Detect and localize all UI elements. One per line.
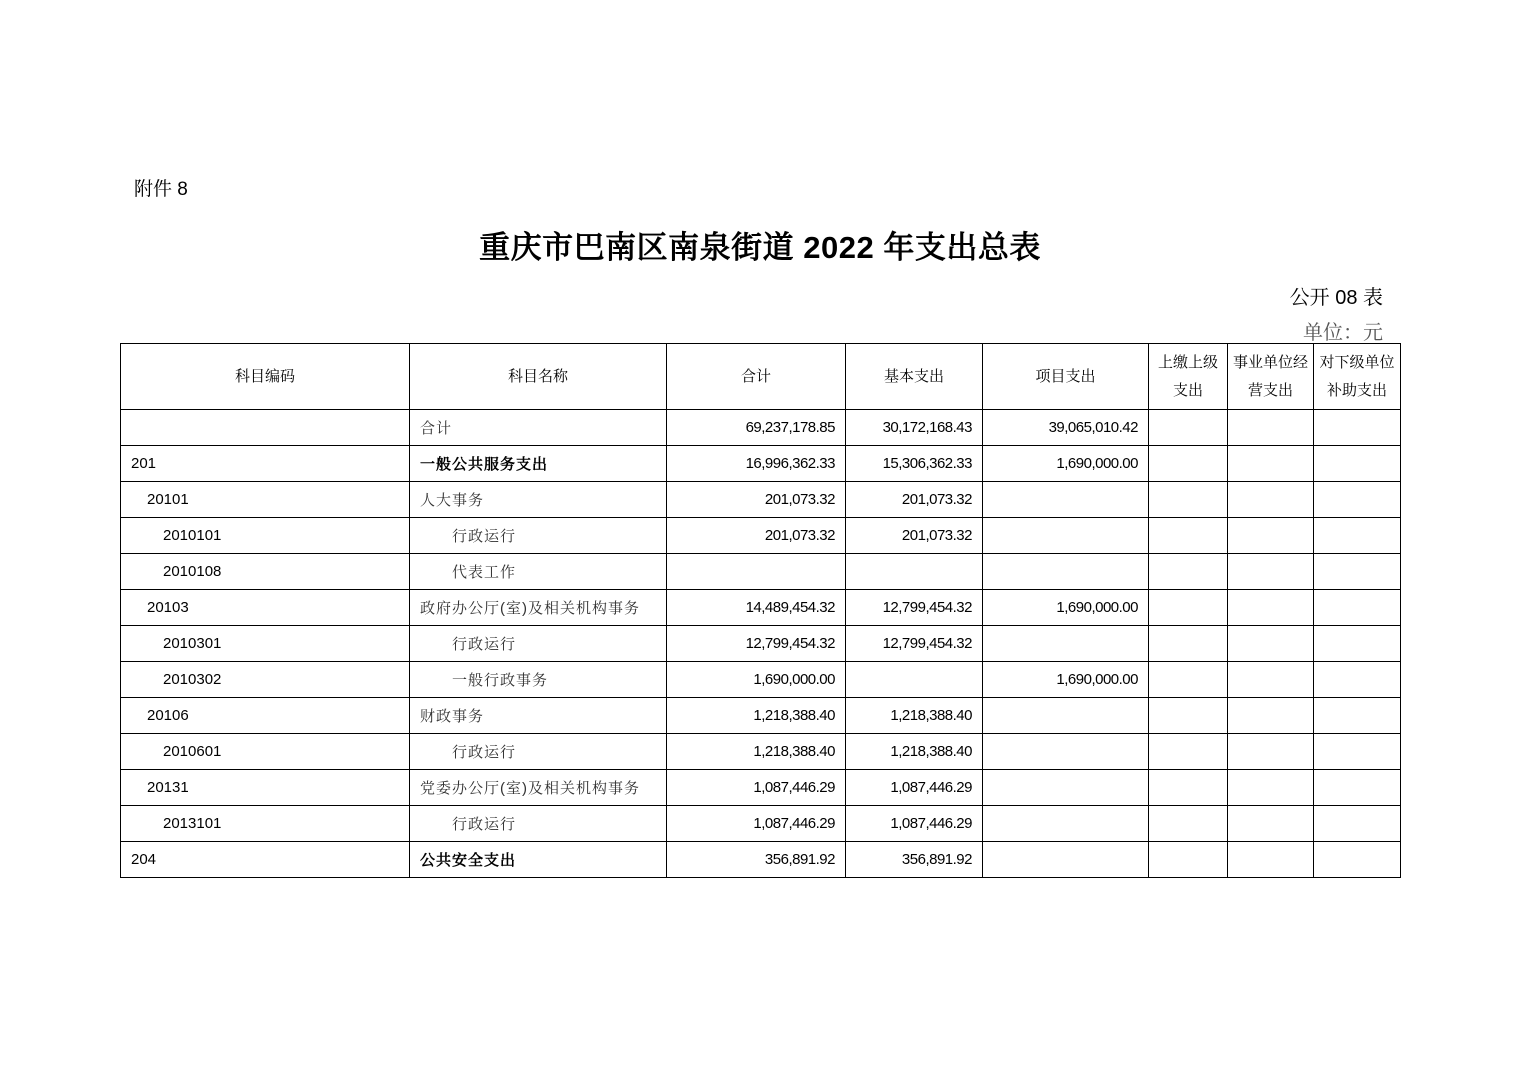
table-row — [121, 590, 1401, 626]
cell-business — [1228, 662, 1314, 698]
cell-subsidy — [1314, 410, 1401, 446]
cell-project — [983, 698, 1149, 734]
cell-basic: 201,073.32 — [846, 518, 983, 554]
cell-project: 1,690,000.00 — [983, 590, 1149, 626]
col-header-total: 合计 — [667, 344, 846, 410]
cell-remit-upper — [1149, 410, 1228, 446]
cell-code: 204 — [121, 842, 410, 878]
cell-name: 财政事务 — [410, 698, 667, 734]
col-header-remit-upper: 上缴上级支出 — [1149, 344, 1228, 410]
cell-remit-upper — [1149, 806, 1228, 842]
cell-project — [983, 770, 1149, 806]
cell-name: 代表工作 — [410, 554, 667, 590]
col-header-name: 科目名称 — [410, 344, 667, 410]
cell-project: 39,065,010.42 — [983, 410, 1149, 446]
attachment-label: 附件 8 — [134, 179, 188, 200]
cell-total: 356,891.92 — [667, 842, 846, 878]
table-row — [121, 626, 1401, 662]
table-row — [121, 518, 1401, 554]
cell-remit-upper — [1149, 554, 1228, 590]
cell-name: 人大事务 — [410, 482, 667, 518]
cell-project — [983, 554, 1149, 590]
table-row — [121, 842, 1401, 878]
cell-code: 2013101 — [121, 806, 410, 842]
page-title: 重庆市巴南区南泉街道 2022 年支出总表 — [479, 230, 1041, 265]
cell-project: 1,690,000.00 — [983, 662, 1149, 698]
cell-total: 14,489,454.32 — [667, 590, 846, 626]
cell-remit-upper — [1149, 626, 1228, 662]
cell-total: 1,218,388.40 — [667, 734, 846, 770]
cell-total — [667, 554, 846, 590]
cell-remit-upper — [1149, 734, 1228, 770]
unit-label: 单位：元 — [1303, 322, 1383, 344]
cell-code: 20103 — [121, 590, 410, 626]
cell-code — [121, 410, 410, 446]
cell-name: 党委办公厅(室)及相关机构事务 — [410, 770, 667, 806]
table-row — [121, 554, 1401, 590]
cell-total: 201,073.32 — [667, 482, 846, 518]
cell-remit-upper — [1149, 482, 1228, 518]
cell-business — [1228, 734, 1314, 770]
cell-total: 1,690,000.00 — [667, 662, 846, 698]
cell-basic — [846, 662, 983, 698]
cell-subsidy — [1314, 662, 1401, 698]
cell-name: 一般行政事务 — [410, 662, 667, 698]
table-row — [121, 662, 1401, 698]
cell-code: 201 — [121, 446, 410, 482]
cell-code: 2010108 — [121, 554, 410, 590]
table-row — [121, 770, 1401, 806]
cell-basic: 1,218,388.40 — [846, 734, 983, 770]
cell-subsidy — [1314, 770, 1401, 806]
col-header-code: 科目编码 — [121, 344, 410, 410]
cell-name: 行政运行 — [410, 518, 667, 554]
col-header-subsidy: 对下级单位补助支出 — [1314, 344, 1401, 410]
table-row — [121, 806, 1401, 842]
cell-subsidy — [1314, 734, 1401, 770]
cell-subsidy — [1314, 806, 1401, 842]
cell-subsidy — [1314, 842, 1401, 878]
cell-code: 2010302 — [121, 662, 410, 698]
cell-basic: 1,087,446.29 — [846, 806, 983, 842]
cell-subsidy — [1314, 698, 1401, 734]
cell-basic: 12,799,454.32 — [846, 626, 983, 662]
cell-basic: 30,172,168.43 — [846, 410, 983, 446]
col-header-project: 项目支出 — [983, 344, 1149, 410]
cell-code: 2010301 — [121, 626, 410, 662]
cell-name: 公共安全支出 — [410, 842, 667, 878]
table-row — [121, 410, 1401, 446]
cell-code: 20131 — [121, 770, 410, 806]
cell-business — [1228, 698, 1314, 734]
cell-total: 1,218,388.40 — [667, 698, 846, 734]
cell-remit-upper — [1149, 590, 1228, 626]
cell-project: 1,690,000.00 — [983, 446, 1149, 482]
cell-basic: 12,799,454.32 — [846, 590, 983, 626]
col-header-business: 事业单位经营支出 — [1228, 344, 1314, 410]
cell-code: 2010101 — [121, 518, 410, 554]
cell-business — [1228, 770, 1314, 806]
cell-basic: 15,306,362.33 — [846, 446, 983, 482]
cell-name: 行政运行 — [410, 626, 667, 662]
cell-name: 行政运行 — [410, 806, 667, 842]
expenditure-table — [120, 343, 1401, 878]
cell-business — [1228, 590, 1314, 626]
cell-total: 1,087,446.29 — [667, 806, 846, 842]
cell-name: 行政运行 — [410, 734, 667, 770]
cell-basic: 201,073.32 — [846, 482, 983, 518]
cell-remit-upper — [1149, 518, 1228, 554]
cell-business — [1228, 554, 1314, 590]
cell-business — [1228, 626, 1314, 662]
cell-code: 20101 — [121, 482, 410, 518]
cell-project — [983, 518, 1149, 554]
cell-business — [1228, 806, 1314, 842]
cell-project — [983, 842, 1149, 878]
cell-total: 1,087,446.29 — [667, 770, 846, 806]
cell-name: 政府办公厅(室)及相关机构事务 — [410, 590, 667, 626]
cell-business — [1228, 446, 1314, 482]
cell-total: 12,799,454.32 — [667, 626, 846, 662]
cell-project — [983, 626, 1149, 662]
cell-business — [1228, 842, 1314, 878]
cell-remit-upper — [1149, 698, 1228, 734]
table-body — [121, 410, 1401, 878]
cell-remit-upper — [1149, 446, 1228, 482]
cell-code: 20106 — [121, 698, 410, 734]
cell-subsidy — [1314, 446, 1401, 482]
cell-basic: 1,218,388.40 — [846, 698, 983, 734]
form-number: 公开 08 表 — [1289, 287, 1383, 309]
table-row — [121, 698, 1401, 734]
table-row — [121, 734, 1401, 770]
cell-code: 2010601 — [121, 734, 410, 770]
cell-total: 201,073.32 — [667, 518, 846, 554]
cell-remit-upper — [1149, 662, 1228, 698]
cell-subsidy — [1314, 626, 1401, 662]
cell-business — [1228, 482, 1314, 518]
cell-project — [983, 806, 1149, 842]
cell-subsidy — [1314, 482, 1401, 518]
cell-project — [983, 734, 1149, 770]
cell-subsidy — [1314, 590, 1401, 626]
col-header-basic: 基本支出 — [846, 344, 983, 410]
cell-remit-upper — [1149, 842, 1228, 878]
cell-basic: 356,891.92 — [846, 842, 983, 878]
cell-business — [1228, 410, 1314, 446]
cell-subsidy — [1314, 518, 1401, 554]
cell-name: 一般公共服务支出 — [410, 446, 667, 482]
table-row — [121, 446, 1401, 482]
cell-total: 16,996,362.33 — [667, 446, 846, 482]
cell-name: 合计 — [410, 410, 667, 446]
table-row — [121, 482, 1401, 518]
cell-remit-upper — [1149, 770, 1228, 806]
cell-basic — [846, 554, 983, 590]
cell-subsidy — [1314, 554, 1401, 590]
table-header-row — [121, 344, 1401, 410]
cell-business — [1228, 518, 1314, 554]
cell-basic: 1,087,446.29 — [846, 770, 983, 806]
cell-total: 69,237,178.85 — [667, 410, 846, 446]
cell-project — [983, 482, 1149, 518]
